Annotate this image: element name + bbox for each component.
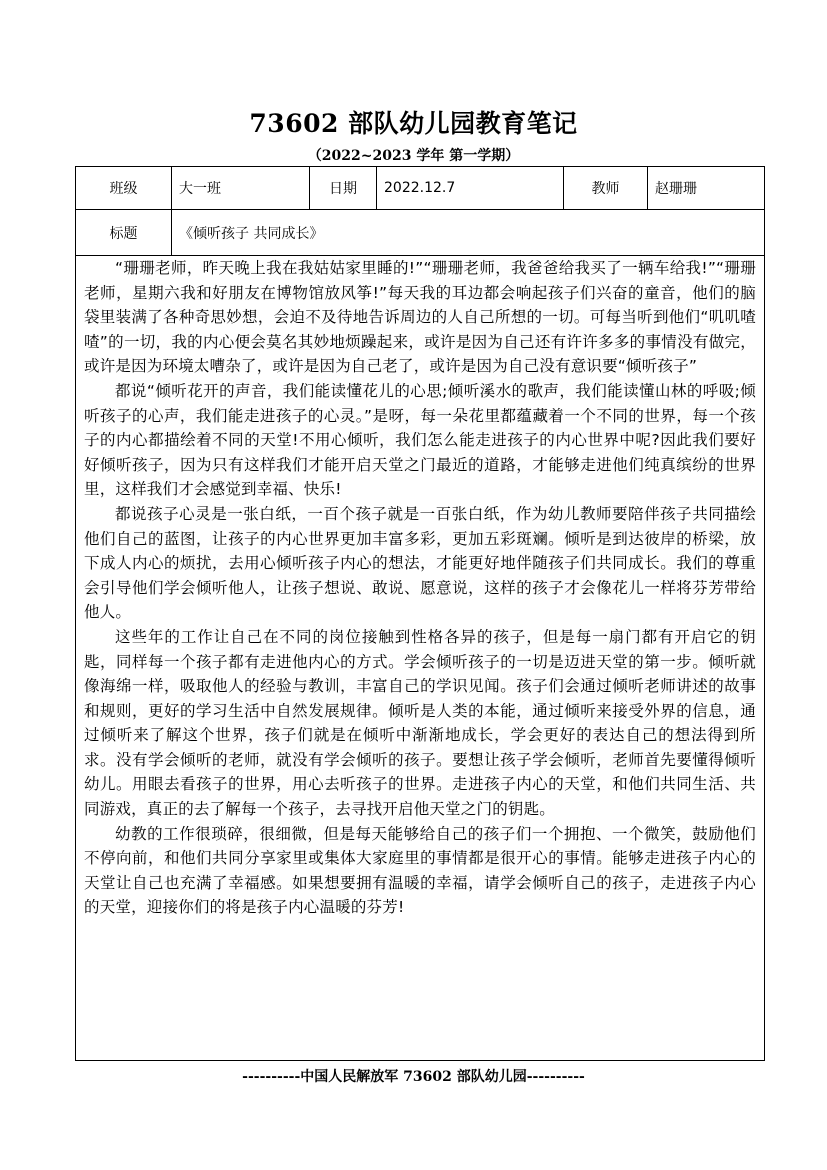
topic-row xyxy=(76,210,765,256)
topic-label: 标题 xyxy=(76,210,172,256)
info-row xyxy=(76,167,765,210)
topic-value: 《倾听孩子 共同成长》 xyxy=(172,210,765,256)
page-footer: ----------中国人民解放军 73602 部队幼儿园---------- xyxy=(242,1069,585,1085)
teacher-label: 教师 xyxy=(564,167,648,210)
body-cell xyxy=(76,256,765,1061)
body-paragraph-1: “珊珊老师，昨天晚上我在我姑姑家里睡的!”“珊珊老师，我爸爸给我买了一辆车给我!”“珊珊老师，星期六我和好朋友在博物馆放风筝!”每天我的耳边都会响起孩子们兴奋的童音，他们的脑袋里装满了各种奇思妙想，会迫不及待地告诉周边的人自己所想的一切。可每当听到他们“叽叽喳喳”的一切，我的内心便会莫名其妙地烦躁起来，或许是因为自己还有许许多多的事情没有做完，或许是因为环境太嘈杂了，或许是因为自己老了，或许是因为自己没有意识要“倾听孩子” xyxy=(84,259,756,376)
body-paragraph-3: 都说孩子心灵是一张白纸，一百个孩子就是一百张白纸，作为幼儿教师要陪伴孩子共同描绘他们自己的蓝图，让孩子的内心世界更加丰富多彩，更加五彩斑斓。倾听是到达彼岸的桥梁，放下成人内心的烦扰，去用心倾听孩子内心的想法，才能更好地伴随孩子们共同成长。我们的尊重会引导他们学会倾听他人，让孩子想说、敢说、愿意说，这样的孩子才会像花儿一样将芬芳带给他人。 xyxy=(84,504,756,622)
body-row xyxy=(76,256,765,1061)
teacher-value: 赵珊珊 xyxy=(648,167,765,210)
date-value: 2022.12.7 xyxy=(377,167,564,210)
date-label: 日期 xyxy=(310,167,377,210)
class-label: 班级 xyxy=(76,167,172,210)
note-table xyxy=(75,166,765,1061)
body-paragraph-5: 幼教的工作很琐碎，很细微，但是每天能够给自己的孩子们一个拥抱、一个微笑，鼓励他们不停向前，和他们共同分享家里或集体大家庭里的事情都是很开心的事情。能够走进孩子内心的天堂让自己也充满了幸福感。如果想要拥有温暖的幸福，请学会倾听自己的孩子，走进孩子内心的天堂，迎接你们的将是孩子内心温暖的芬芳! xyxy=(84,824,756,917)
page-title: 73602 部队幼儿园教育笔记 xyxy=(249,109,578,138)
body-paragraph-4: 这些年的工作让自己在不同的岗位接触到性格各异的孩子，但是每一扇门都有开启它的钥匙，同样每一个孩子都有走进他内心的方式。学会倾听孩子的一切是迈进天堂的第一步。倾听就像海绵一样，吸取他人的经验与教训，丰富自己的学识见闻。孩子们会通过倾听老师讲述的故事和规则，更好的学习生活中自然发展规律。倾听是人类的本能，通过倾听来接受外界的信息，通过倾听来了解这个世界，孩子们就是在倾听中渐渐地成长，学会更好的表达自己的想法得到所求。没有学会倾听的老师，就没有学会倾听的孩子。要想让孩子学会倾听，老师首先要懂得倾听幼儿。用眼去看孩子的世界，用心去听孩子的世界。走进孩子内心的天堂，和他们共同生活、共同游戏，真正的去了解每一个孩子，去寻找开启他天堂之门的钥匙。 xyxy=(84,627,756,819)
body-paragraph-2: 都说“倾听花开的声音，我们能读懂花儿的心思;倾听溪水的歌声，我们能读懂山林的呼吸;倾听孩子的心声，我们能走进孩子的心灵。”是呀，每一朵花里都蕴藏着一个不同的世界，每一个孩子的内心都描绘着不同的天堂!不用心倾听，我们怎么能走进孩子的内心世界中呢?因此我们要好好倾听孩子，因为只有这样我们才能开启天堂之门最近的道路，才能够走进他们纯真缤纷的世界里，这样我们才会感觉到幸福、快乐! xyxy=(84,381,756,499)
page-subtitle: （2022~2023 学年 第一学期） xyxy=(307,148,520,164)
class-value: 大一班 xyxy=(172,167,310,210)
